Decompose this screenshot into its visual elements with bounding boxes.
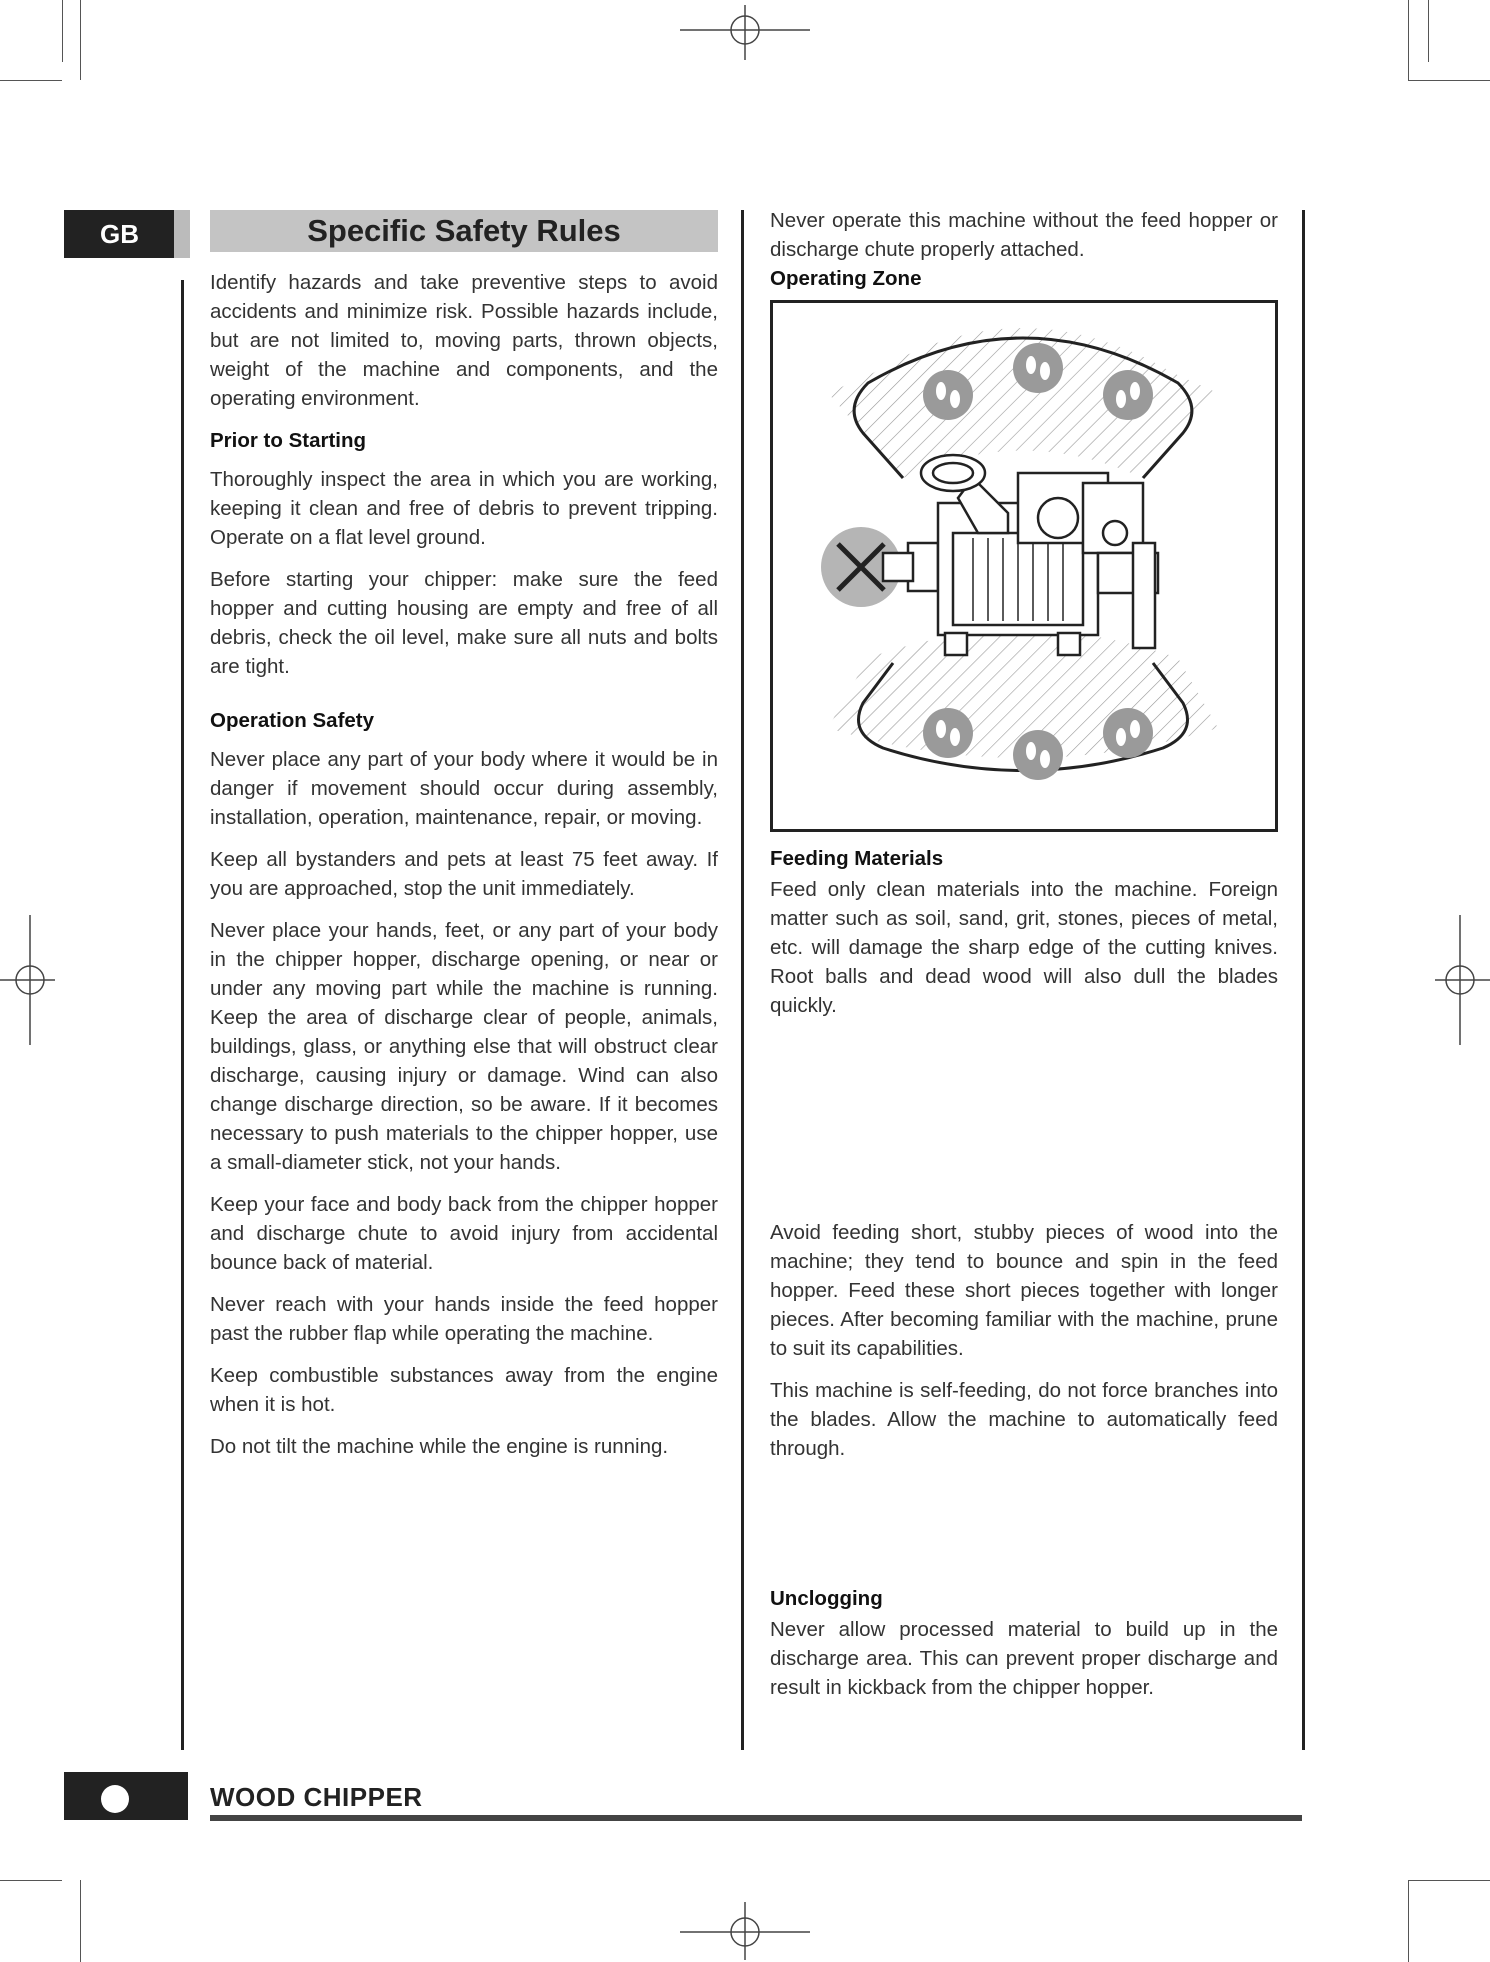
crop-mark [1408,0,1409,80]
crop-mark [1408,80,1490,81]
operation-safety-heading: Operation Safety [210,709,375,732]
intro-paragraph: Identify hazards and take preventive steps to avoid accidents and minimize risk. Possible hazards include, but are not limited to, moving parts, thrown objects, weight of the machine and components, and the operating environment. [210,271,718,410]
feeding-paragraph-3: This machine is self-feeding, do not force branches into the blades. Allow the machine to automatically feed through. [770,1379,1278,1460]
prior-paragraph-2: Before starting your chipper: make sure the feed hopper and cutting housing are empty and free of all debris, check the oil level, make sure all nuts and bolts are tight. [210,568,718,678]
operation-paragraph-6: Keep combustible substances away from the engine when it is hot. [210,1364,718,1416]
registration-mark-bottom [680,1902,810,1962]
feeding-paragraph-2: Avoid feeding short, stubby pieces of wood into the machine; they tend to bounce and spin in the feed hopper. Feed these short pieces together with longer pieces. After becoming familiar with the machine, prune to suit its capabilities. [770,1221,1278,1360]
operation-paragraph-2: Keep all bystanders and pets at least 75 feet away. If you are approached, stop the unit immediately. [210,848,718,900]
registration-mark-top [680,0,810,60]
right-column-top [770,206,1278,293]
crop-mark [1408,1880,1490,1881]
unclogging-heading: Unclogging [770,1587,883,1610]
crop-mark [1428,0,1429,62]
middle-column-rule [741,210,744,1750]
operation-paragraph-3: Never place your hands, feet, or any part of your body in the chipper hopper, discharge opening, or near or under any moving part while the machine is running. Keep the area of discharge clear of people, animals, buildings, glass, or anything else that will obstruct clear discharge, causing injury or damage. Wind can also change discharge direction, so be aware. If it becomes necessary to push materials to the chipper hopper, use a small-diameter stick, not your hands. [210,919,718,1174]
language-tab-edge [174,210,190,258]
unclogging-paragraph-1: Never allow processed material to build up in the discharge area. This can prevent proper discharge and result in kickback from the chipper hopper. [770,1618,1278,1699]
page-title: Specific Safety Rules [210,210,718,252]
operation-paragraph-1: Never place any part of your body where it would be in danger if movement should occur during assembly, installation, operation, maintenance, repair, or moving. [210,748,718,829]
feeding-continued [770,1218,1278,1476]
prior-paragraph-1: Thoroughly inspect the area in which you are working, keeping it clean and free of debris to prevent tripping. Operate on a flat level ground. [210,468,718,549]
prior-to-starting-heading: Prior to Starting [210,429,367,452]
crop-mark [0,80,62,81]
operation-paragraph-7: Do not tilt the machine while the engine is running. [210,1435,669,1458]
operation-paragraph-4: Keep your face and body back from the chipper hopper and discharge chute to avoid injury from accidental bounce back of material. [210,1193,718,1274]
crop-mark [1408,1880,1409,1962]
footer-rule [210,1815,1302,1821]
crop-mark [0,1880,62,1881]
operating-zone-illustration [773,303,1275,829]
feeding-paragraph-1: Feed only clean materials into the machine. Foreign matter such as soil, sand, grit, stones, pieces of metal, etc. will damage the sharp edge of the cutting knives. Root balls and dead wood will also dull the blades quickly. [770,878,1278,1017]
language-tab: GB [64,210,174,258]
crop-mark [80,0,81,80]
operating-zone-diagram [770,300,1278,832]
attachment-warning-paragraph: Never operate this machine without the feed hopper or discharge chute properly attached. [770,209,1278,261]
crop-mark [62,0,63,62]
footer-title: WOOD CHIPPER [210,1782,423,1812]
unclogging-section [770,1584,1278,1715]
left-column-rule [181,280,184,1750]
operation-paragraph-5: Never reach with your hands inside the feed hopper past the rubber flap while operating the machine. [210,1293,718,1345]
feeding-materials-heading: Feeding Materials [770,847,944,870]
left-column [210,268,718,1474]
crop-mark [80,1880,81,1962]
registration-mark-right [1430,915,1490,1045]
feeding-section [770,844,1278,1033]
operating-zone-heading: Operating Zone [770,267,922,290]
page-number-marker [101,1785,129,1813]
registration-mark-left [0,915,60,1045]
right-column-rule [1302,210,1305,1750]
